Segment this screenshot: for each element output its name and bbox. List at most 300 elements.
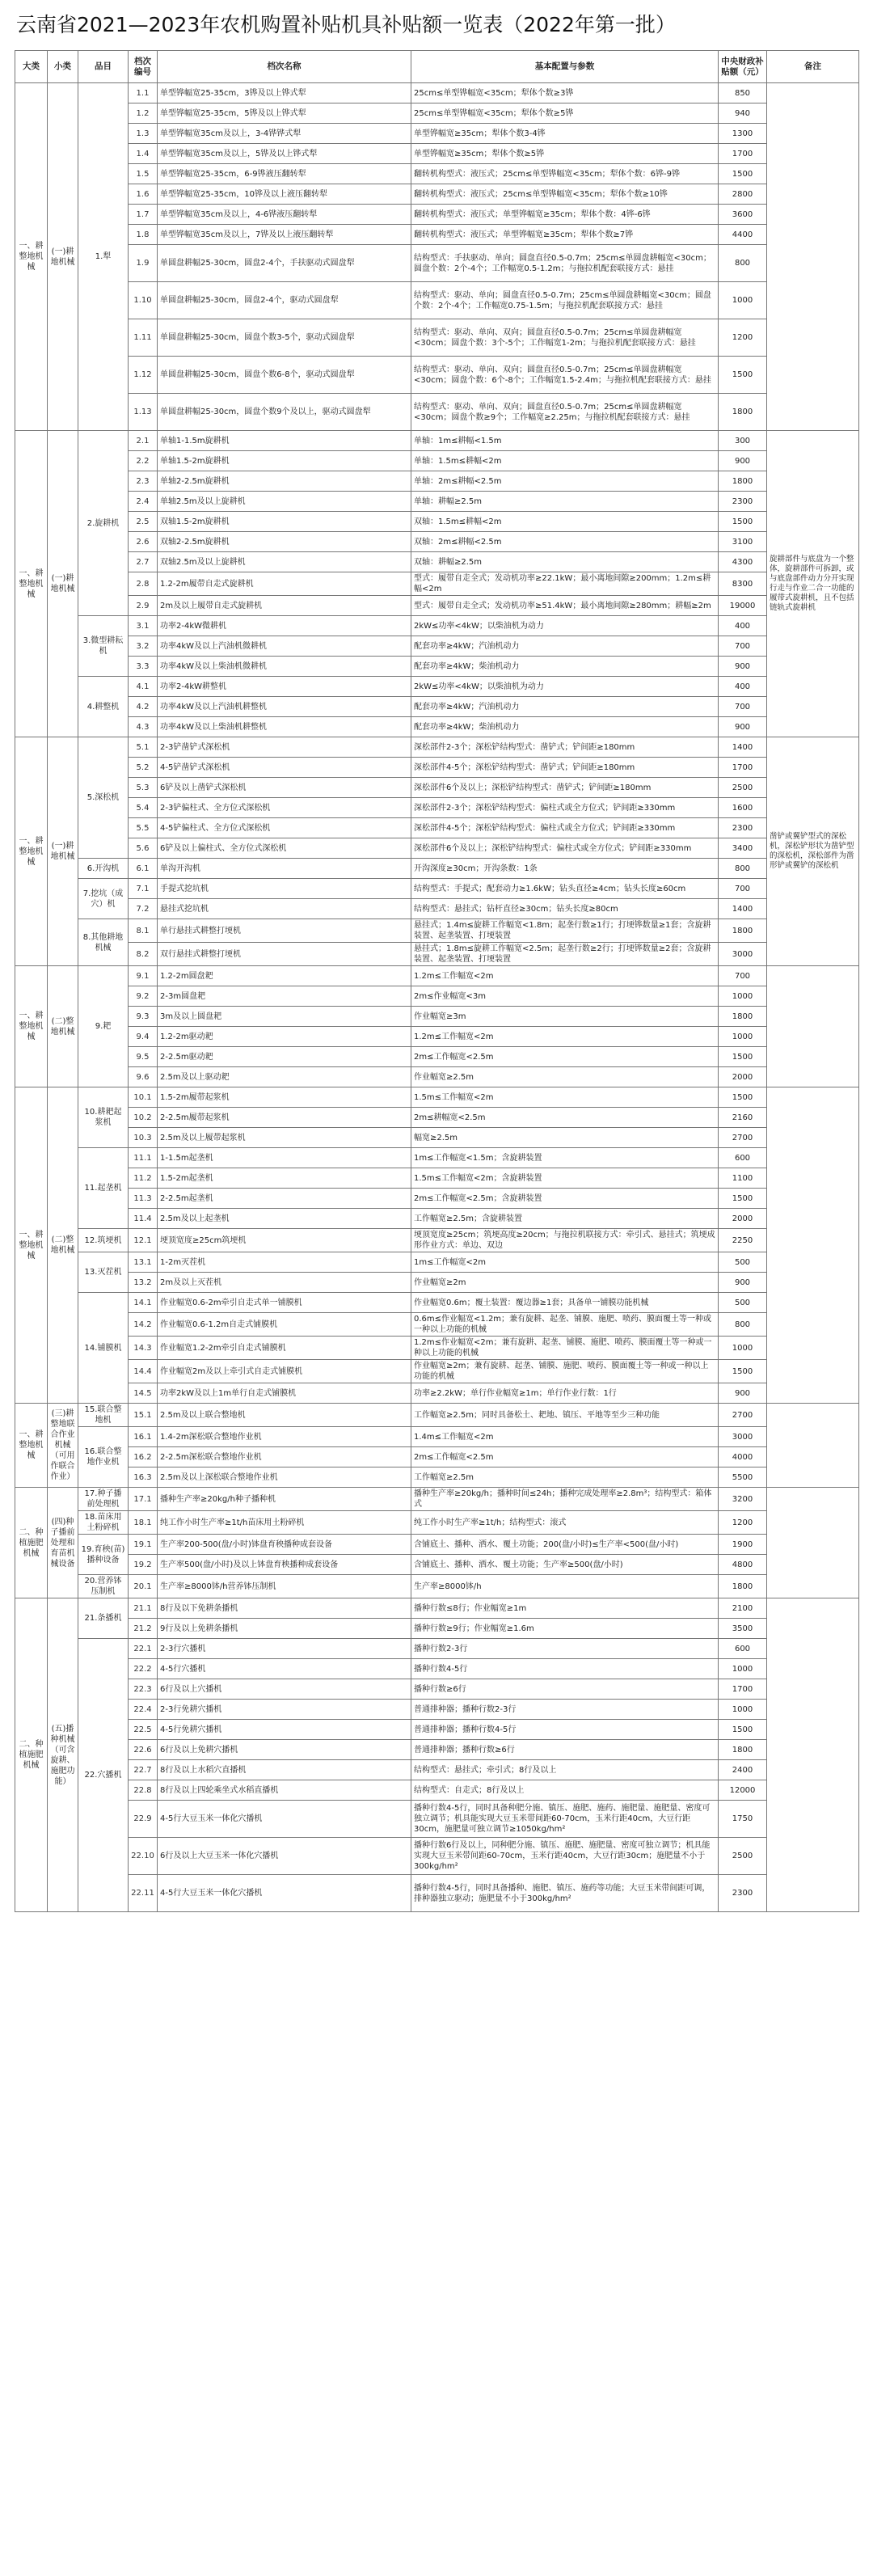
config-cell: 播种行数4-5行，同时具备播种、施肥、镇压、施药等功能；大豆玉米带间距可调，排种器独立驱动；施肥量不小于300kg/hm² [411, 1875, 719, 1912]
config-cell: 型式：履带自走全式；发动机功率≥51.4kW；最小离地间隙≥280mm；耕幅≥2m [411, 596, 719, 616]
major-category-cell: 二、种植施肥机械 [15, 1598, 48, 1912]
tier-name-cell: 双轴2-2.5m旋耕机 [158, 532, 411, 552]
subsidy-cell: 1800 [719, 471, 767, 492]
item-cell: 18.苗床用土粉碎机 [78, 1511, 129, 1535]
config-cell: 1.5m≤工作幅宽<2m [411, 1087, 719, 1108]
config-cell: 含铺底土、播种、洒水、覆土功能；200(盘/小时)≤生产率<500(盘/小时) [411, 1535, 719, 1555]
config-cell: 型式：履带自走全式；发动机功率≥22.1kW；最小离地间隙≥200mm；1.2m≤耕幅<2m [411, 572, 719, 596]
tier-code-cell: 1.1 [129, 83, 158, 103]
config-cell: 25cm≤单型铧幅宽<35cm；犁体个数≥3铧 [411, 83, 719, 103]
tier-name-cell: 2-3行穴播机 [158, 1639, 411, 1659]
tier-name-cell: 2-2.5m驱动耙 [158, 1047, 411, 1067]
major-category-cell: 一、耕整地机械 [15, 83, 48, 431]
tier-name-cell: 单轴2-2.5m旋耕机 [158, 471, 411, 492]
tier-code-cell: 19.1 [129, 1535, 158, 1555]
subsidy-cell: 900 [719, 451, 767, 471]
table-row [15, 83, 859, 103]
subsidy-cell: 3400 [719, 838, 767, 859]
tier-name-cell: 作业幅宽0.6-2m牵引自走式单一铺膜机 [158, 1293, 411, 1313]
subsidy-cell: 3200 [719, 1488, 767, 1511]
remark-cell [767, 83, 859, 431]
remark-cell [767, 1488, 859, 1598]
tier-name-cell: 2.5m及以上联合整地机 [158, 1404, 411, 1427]
table-row [15, 1128, 859, 1148]
subsidy-cell: 1200 [719, 1511, 767, 1535]
tier-name-cell: 8行及以下免耕条播机 [158, 1598, 411, 1619]
subsidy-cell: 1000 [719, 1659, 767, 1679]
tier-name-cell: 功率2-4kW微耕机 [158, 616, 411, 636]
config-cell: 2m≤工作幅宽<2.5m；含旋耕装置 [411, 1189, 719, 1209]
config-cell: 幅宽≥2.5m [411, 1128, 719, 1148]
config-cell: 1.2m≤工作幅宽<2m [411, 966, 719, 986]
table-row [15, 677, 859, 697]
subsidy-cell: 2160 [719, 1108, 767, 1128]
tier-code-cell: 1.9 [129, 245, 158, 282]
subsidy-cell: 1500 [719, 1087, 767, 1108]
tier-code-cell: 1.4 [129, 144, 158, 164]
subsidy-cell: 1750 [719, 1801, 767, 1838]
table-row [15, 1360, 859, 1383]
tier-name-cell: 2-3铲凿铲式深松机 [158, 737, 411, 758]
tier-name-cell: 6行及以上穴播机 [158, 1679, 411, 1700]
header-tier-name: 档次名称 [158, 51, 411, 83]
config-cell: 双轴：1.5m≤耕幅<2m [411, 512, 719, 532]
tier-code-cell: 22.5 [129, 1720, 158, 1740]
tier-code-cell: 16.2 [129, 1447, 158, 1467]
table-row [15, 818, 859, 838]
table-row [15, 492, 859, 512]
table-row [15, 717, 859, 737]
tier-code-cell: 2.7 [129, 552, 158, 572]
table-row [15, 282, 859, 319]
tier-name-cell: 1-2m灭茬机 [158, 1252, 411, 1273]
tier-code-cell: 5.5 [129, 818, 158, 838]
tier-code-cell: 4.1 [129, 677, 158, 697]
tier-code-cell: 8.2 [129, 943, 158, 966]
table-row [15, 899, 859, 919]
config-cell: 结构型式：驱动、单向、双向；圆盘直径0.5-0.7m；25cm≤单圆盘耕幅宽<30cm；圆盘个数≥9个；工作幅宽≥2.25m；与拖拉机配套联接方式：悬挂 [411, 394, 719, 431]
remark-cell [767, 966, 859, 1087]
config-cell: 纯工作小时生产率≥1t/h；结构型式：滚式 [411, 1511, 719, 1535]
tier-name-cell: 1.2-2m驱动耙 [158, 1027, 411, 1047]
minor-category-cell: (三)耕整地联合作业机械（可用作联合作业） [48, 1404, 78, 1488]
tier-code-cell: 22.7 [129, 1760, 158, 1780]
config-cell: 播种行数≤8行；作业幅宽≥1m [411, 1598, 719, 1619]
subsidy-cell: 2500 [719, 1838, 767, 1875]
tier-name-cell: 1.2-2m圆盘耙 [158, 966, 411, 986]
tier-name-cell: 单型铧幅宽25-35cm，3铧及以上铧式犁 [158, 83, 411, 103]
subsidy-cell: 2700 [719, 1404, 767, 1427]
tier-name-cell: 手提式挖坑机 [158, 879, 411, 899]
table-row [15, 1598, 859, 1619]
table-row [15, 357, 859, 394]
table-row [15, 697, 859, 717]
config-cell: 含铺底土、播种、洒水、覆土功能；生产率≥500(盘/小时) [411, 1555, 719, 1575]
tier-name-cell: 作业幅宽1.2-2m牵引自走式铺膜机 [158, 1337, 411, 1360]
table-row [15, 1838, 859, 1875]
tier-name-cell: 4-5行大豆玉米一体化穴播机 [158, 1801, 411, 1838]
tier-code-cell: 2.1 [129, 431, 158, 451]
tier-name-cell: 功率4kW及以上汽油机耕整机 [158, 697, 411, 717]
tier-name-cell: 单圆盘耕幅25-30cm，圆盘2-4个，手扶驱动式圆盘犁 [158, 245, 411, 282]
table-row [15, 596, 859, 616]
tier-code-cell: 13.1 [129, 1252, 158, 1273]
minor-category-cell: (二)整地机械 [48, 966, 78, 1087]
table-row [15, 1488, 859, 1511]
subsidy-cell: 1000 [719, 282, 767, 319]
tier-code-cell: 12.1 [129, 1229, 158, 1252]
config-cell: 单轴：1m≤耕幅<1.5m [411, 431, 719, 451]
table-row [15, 1427, 859, 1447]
tier-name-cell: 2.5m及以上驱动耙 [158, 1067, 411, 1087]
table-row [15, 1535, 859, 1555]
tier-code-cell: 10.1 [129, 1087, 158, 1108]
tier-code-cell: 22.4 [129, 1700, 158, 1720]
table-row [15, 1209, 859, 1229]
config-cell: 普通排种器；播种行数4-5行 [411, 1720, 719, 1740]
item-cell: 17.种子播前处理机 [78, 1488, 129, 1511]
tier-name-cell: 1.4-2m深松联合整地作业机 [158, 1427, 411, 1447]
tier-name-cell: 功率2-4kW耕整机 [158, 677, 411, 697]
config-cell: 悬挂式；1.8m≤旋耕工作幅宽<2.5m；起垄行数≥2行；打埂铧数量≥2套；含旋耕装置、起垄装置、打埂装置 [411, 943, 719, 966]
subsidy-cell: 3600 [719, 205, 767, 225]
table-row [15, 512, 859, 532]
tier-name-cell: 单型铧幅宽35cm及以上，5铧及以上铧式犁 [158, 144, 411, 164]
config-cell: 播种行数2-3行 [411, 1639, 719, 1659]
subsidy-cell: 500 [719, 1293, 767, 1313]
major-category-cell: 一、耕整地机械 [15, 431, 48, 737]
table-row [15, 1619, 859, 1639]
config-cell: 播种行数4-5行，同时具备种肥分施、镇压、施肥、施药、施肥量、施肥量、密度可独立调节；机具能实现大豆玉米带间距60-70cm，玉米行距40cm，大豆行距30cm，施肥量可独立调节≥1050kg/hm² [411, 1801, 719, 1838]
tier-name-cell: 单圆盘耕幅25-30cm，圆盘个数3-5个，驱动式圆盘犁 [158, 319, 411, 357]
config-cell: 深松部件6个及以上；深松铲结构型式：偏柱式或全方位式；铲间距≥330mm [411, 838, 719, 859]
config-cell: 结构型式：驱动、单向、双向；圆盘直径0.5-0.7m；25cm≤单圆盘耕幅宽<30cm；圆盘个数：6个-8个；工作幅宽1.5-2.4m；与拖拉机配套联接方式：悬挂 [411, 357, 719, 394]
tier-code-cell: 15.1 [129, 1404, 158, 1427]
table-row [15, 1027, 859, 1047]
tier-name-cell: 单型铧幅宽35cm及以上，4-6铧液压翻转犁 [158, 205, 411, 225]
tier-name-cell: 2.5m及以上起垄机 [158, 1209, 411, 1229]
tier-name-cell: 2-2.5m深松联合整地作业机 [158, 1447, 411, 1467]
major-category-cell: 一、耕整地机械 [15, 966, 48, 1087]
tier-name-cell: 纯工作小时生产率≥1t/h苗床用土粉碎机 [158, 1511, 411, 1535]
tier-code-cell: 1.5 [129, 164, 158, 184]
tier-name-cell: 2-2.5m履带起浆机 [158, 1108, 411, 1128]
tier-code-cell: 5.6 [129, 838, 158, 859]
item-cell: 12.筑埂机 [78, 1229, 129, 1252]
subsidy-cell: 1800 [719, 1740, 767, 1760]
subsidy-cell: 19000 [719, 596, 767, 616]
table-row [15, 1760, 859, 1780]
subsidy-cell: 1500 [719, 357, 767, 394]
tier-code-cell: 8.1 [129, 919, 158, 943]
tier-code-cell: 13.2 [129, 1273, 158, 1293]
tier-code-cell: 11.2 [129, 1168, 158, 1189]
tier-code-cell: 9.1 [129, 966, 158, 986]
item-cell: 10.耕耙起浆机 [78, 1087, 129, 1148]
config-cell: 播种行数6行及以上，同种肥分施、镇压、施肥、施肥量、密度可独立调节；机具能实现大豆玉米带间距60-70cm，玉米行距40cm，大豆行距30cm；施肥量不小于300kg/hm² [411, 1838, 719, 1875]
major-category-cell: 一、耕整地机械 [15, 1404, 48, 1488]
tier-name-cell: 埂顶宽度≥25cm筑埂机 [158, 1229, 411, 1252]
tier-name-cell: 8行及以上四轮乘坐式水稻直播机 [158, 1780, 411, 1801]
table-row [15, 1511, 859, 1535]
config-cell: 单型铧幅宽≥35cm；犁体个数≥5铧 [411, 144, 719, 164]
tier-code-cell: 3.2 [129, 636, 158, 657]
table-row [15, 1740, 859, 1760]
tier-code-cell: 2.3 [129, 471, 158, 492]
tier-name-cell: 4-5铲凿铲式深松机 [158, 758, 411, 778]
tier-name-cell: 1-1.5m起垄机 [158, 1148, 411, 1168]
config-cell: 普通排种器；播种行数2-3行 [411, 1700, 719, 1720]
table-row [15, 1679, 859, 1700]
subsidy-cell: 700 [719, 966, 767, 986]
tier-code-cell: 9.4 [129, 1027, 158, 1047]
subsidy-cell: 2300 [719, 1875, 767, 1912]
tier-code-cell: 4.3 [129, 717, 158, 737]
tier-name-cell: 2-3m圆盘耙 [158, 986, 411, 1007]
tier-name-cell: 8行及以上水稻穴直播机 [158, 1760, 411, 1780]
table-row [15, 636, 859, 657]
tier-name-cell: 单型铧幅宽35cm及以上，7铧及以上液压翻转犁 [158, 225, 411, 245]
item-cell: 1.犁 [78, 83, 129, 431]
header-row [15, 51, 859, 83]
config-cell: 1m≤工作幅宽<2m [411, 1252, 719, 1273]
subsidy-cell: 5500 [719, 1467, 767, 1488]
config-cell: 单轴：1.5m≤耕幅<2m [411, 451, 719, 471]
tier-code-cell: 22.9 [129, 1801, 158, 1838]
tier-code-cell: 20.1 [129, 1575, 158, 1598]
tier-name-cell: 1.5-2m履带起浆机 [158, 1087, 411, 1108]
item-cell: 4.耕整机 [78, 677, 129, 737]
table-row [15, 1189, 859, 1209]
config-cell: 作业幅宽≥2m；兼有旋耕、起垄、铺膜、施肥、喷药、膜面覆土等一种或一种以上功能的机械 [411, 1360, 719, 1383]
subsidy-cell: 2000 [719, 1209, 767, 1229]
config-cell: 结构型式：悬挂式；牵引式；8行及以上 [411, 1760, 719, 1780]
config-cell: 埂顶宽度≥25cm；筑埂高度≥20cm；与拖拉机联接方式：牵引式、悬挂式；筑埂成形作业方式：单边、双边 [411, 1229, 719, 1252]
subsidy-cell: 2100 [719, 1598, 767, 1619]
tier-code-cell: 16.3 [129, 1467, 158, 1488]
config-cell: 结构型式：自走式；8行及以上 [411, 1780, 719, 1801]
header-subsidy: 中央财政补贴额（元） [719, 51, 767, 83]
header-code: 档次编号 [129, 51, 158, 83]
subsidy-cell: 1800 [719, 394, 767, 431]
tier-name-cell: 6铲及以上偏柱式、全方位式深松机 [158, 838, 411, 859]
table-row [15, 1148, 859, 1168]
table-row [15, 1720, 859, 1740]
config-cell: 翻转机构型式：液压式；25cm≤单型铧幅宽<35cm；犁体个数≥10铧 [411, 184, 719, 205]
subsidy-cell: 2250 [719, 1229, 767, 1252]
table-row [15, 986, 859, 1007]
config-cell: 播种行数≥6行 [411, 1679, 719, 1700]
page-title: 云南省2021—2023年农机购置补贴机具补贴额一览表（2022年第一批） [16, 13, 676, 36]
major-category-cell: 一、耕整地机械 [15, 737, 48, 966]
table-row [15, 1383, 859, 1404]
item-cell: 21.条播机 [78, 1598, 129, 1639]
tier-name-cell: 单圆盘耕幅25-30cm，圆盘个数9个及以上，驱动式圆盘犁 [158, 394, 411, 431]
tier-code-cell: 2.4 [129, 492, 158, 512]
subsidy-cell: 2400 [719, 1760, 767, 1780]
table-row [15, 1313, 859, 1337]
config-cell: 2m≤工作幅宽<2.5m [411, 1447, 719, 1467]
table-row [15, 798, 859, 818]
config-cell: 作业幅宽≥3m [411, 1007, 719, 1027]
table-row [15, 1555, 859, 1575]
item-cell: 22.穴播机 [78, 1639, 129, 1912]
config-cell: 2m≤作业幅宽<3m [411, 986, 719, 1007]
table-row [15, 124, 859, 144]
table-row [15, 532, 859, 552]
subsidy-cell: 4400 [719, 225, 767, 245]
subsidy-cell: 600 [719, 1639, 767, 1659]
header-major: 大类 [15, 51, 48, 83]
item-cell: 9.耙 [78, 966, 129, 1087]
tier-name-cell: 功率2kW及以上1m单行自走式铺膜机 [158, 1383, 411, 1404]
table-row [15, 164, 859, 184]
subsidy-cell: 700 [719, 636, 767, 657]
tier-name-cell: 双轴1.5-2m旋耕机 [158, 512, 411, 532]
config-cell: 悬挂式；1.4m≤旋耕工作幅宽<1.8m；起垄行数≥1行；打埂铧数量≥1套；含旋耕装置、起垄装置、打埂装置 [411, 919, 719, 943]
tier-code-cell: 1.2 [129, 103, 158, 124]
major-category-cell: 一、耕整地机械 [15, 1087, 48, 1404]
subsidy-cell: 1500 [719, 1189, 767, 1209]
config-cell: 1.4m≤工作幅宽<2m [411, 1427, 719, 1447]
subsidy-cell: 500 [719, 1252, 767, 1273]
config-cell: 2kW≤功率<4kW；以柴油机为动力 [411, 677, 719, 697]
tier-code-cell: 1.6 [129, 184, 158, 205]
subsidy-cell: 1800 [719, 1007, 767, 1027]
subsidy-cell: 3100 [719, 532, 767, 552]
tier-code-cell: 17.1 [129, 1488, 158, 1511]
config-cell: 0.6m≤作业幅宽<1.2m；兼有旋耕、起垄、铺膜、施肥、喷药、膜面覆土等一种或一种以上功能的机械 [411, 1313, 719, 1337]
tier-name-cell: 6行及以上大豆玉米一体化穴播机 [158, 1838, 411, 1875]
tier-name-cell: 4-5行穴播机 [158, 1659, 411, 1679]
subsidy-cell: 1500 [719, 1720, 767, 1740]
table-body [15, 83, 859, 1912]
item-cell: 11.起垄机 [78, 1148, 129, 1229]
table-row [15, 225, 859, 245]
tier-code-cell: 14.3 [129, 1337, 158, 1360]
subsidy-cell: 850 [719, 83, 767, 103]
tier-code-cell: 22.10 [129, 1838, 158, 1875]
subsidy-cell: 1500 [719, 164, 767, 184]
tier-name-cell: 2-3铲偏柱式、全方位式深松机 [158, 798, 411, 818]
tier-name-cell: 单型铧幅宽25-35cm，5铧及以上铧式犁 [158, 103, 411, 124]
table-row [15, 394, 859, 431]
table-row [15, 184, 859, 205]
header-remark: 备注 [767, 51, 859, 83]
config-cell: 双轴：2m≤耕幅<2.5m [411, 532, 719, 552]
subsidy-cell: 600 [719, 1148, 767, 1168]
tier-name-cell: 4-5铲偏柱式、全方位式深松机 [158, 818, 411, 838]
subsidy-cell: 1700 [719, 1679, 767, 1700]
subsidy-cell: 940 [719, 103, 767, 124]
table-row [15, 1875, 859, 1912]
tier-code-cell: 22.8 [129, 1780, 158, 1801]
config-cell: 单轴：2m≤耕幅<2.5m [411, 471, 719, 492]
tier-name-cell: 4-5行免耕穴播机 [158, 1720, 411, 1740]
tier-code-cell: 2.2 [129, 451, 158, 471]
config-cell: 2m≤耕幅宽<2.5m [411, 1108, 719, 1128]
tier-name-cell: 功率4kW及以上汽油机微耕机 [158, 636, 411, 657]
tier-name-cell: 双行悬挂式耕整打埂机 [158, 943, 411, 966]
minor-category-cell: (二)整地机械 [48, 1087, 78, 1404]
tier-code-cell: 1.3 [129, 124, 158, 144]
subsidy-cell: 3000 [719, 943, 767, 966]
subsidy-cell: 1300 [719, 124, 767, 144]
config-cell: 作业幅宽0.6m；覆土装置：覆边器≥1套；具备单一铺膜功能机械 [411, 1293, 719, 1313]
tier-name-cell: 单轴1.5-2m旋耕机 [158, 451, 411, 471]
table-row [15, 778, 859, 798]
minor-category-cell: (五)播种机械（可含旋耕、施肥功能） [48, 1598, 78, 1912]
tier-code-cell: 5.2 [129, 758, 158, 778]
tier-name-cell: 2m及以上灭茬机 [158, 1273, 411, 1293]
table-row [15, 758, 859, 778]
table-row [15, 1252, 859, 1273]
config-cell: 配套功率≥4kW；柴油机动力 [411, 657, 719, 677]
tier-name-cell: 4-5行大豆玉米一体化穴播机 [158, 1875, 411, 1912]
table-row [15, 1659, 859, 1679]
table-row [15, 1229, 859, 1252]
tier-code-cell: 5.4 [129, 798, 158, 818]
subsidy-cell: 1000 [719, 1027, 767, 1047]
table-row [15, 859, 859, 879]
tier-name-cell: 6铲及以上凿铲式深松机 [158, 778, 411, 798]
tier-name-cell: 作业幅宽0.6-1.2m自走式铺膜机 [158, 1313, 411, 1337]
table-row [15, 1168, 859, 1189]
subsidy-cell: 1200 [719, 319, 767, 357]
table-row [15, 103, 859, 124]
subsidy-cell: 900 [719, 717, 767, 737]
tier-code-cell: 11.3 [129, 1189, 158, 1209]
tier-name-cell: 2-2.5m起垄机 [158, 1189, 411, 1209]
config-cell: 25cm≤单型铧幅宽<35cm；犁体个数≥5铧 [411, 103, 719, 124]
major-category-cell: 二、种植施肥机械 [15, 1488, 48, 1598]
config-cell: 1.5m≤工作幅宽<2m；含旋耕装置 [411, 1168, 719, 1189]
config-cell: 深松部件4-5个；深松铲结构型式：凿铲式；铲间距≥180mm [411, 758, 719, 778]
tier-name-cell: 单型铧幅宽25-35cm，6-9铧液压翻转犁 [158, 164, 411, 184]
config-cell: 深松部件2-3个；深松铲结构型式：凿铲式；铲间距≥180mm [411, 737, 719, 758]
tier-name-cell: 1.5-2m起垄机 [158, 1168, 411, 1189]
table-row [15, 1067, 859, 1087]
table-row [15, 552, 859, 572]
subsidy-cell: 900 [719, 657, 767, 677]
tier-name-cell: 功率4kW及以上柴油机耕整机 [158, 717, 411, 737]
item-cell: 15.联合整地机 [78, 1404, 129, 1427]
subsidy-cell: 1800 [719, 1575, 767, 1598]
config-cell: 工作幅宽≥2.5m [411, 1467, 719, 1488]
tier-code-cell: 7.1 [129, 879, 158, 899]
config-cell: 翻转机构型式：液压式；单型铧幅宽≥35cm；犁体个数≥7铧 [411, 225, 719, 245]
table-row [15, 657, 859, 677]
item-cell: 16.联合整地作业机 [78, 1427, 129, 1488]
tier-name-cell: 单型铧幅宽35cm及以上，3-4铧铧式犁 [158, 124, 411, 144]
subsidy-cell: 800 [719, 245, 767, 282]
tier-code-cell: 1.10 [129, 282, 158, 319]
subsidy-cell: 2500 [719, 778, 767, 798]
tier-name-cell: 生产率200-500(盘/小时)钵盘育秧播种成套设备 [158, 1535, 411, 1555]
subsidy-cell: 1500 [719, 512, 767, 532]
subsidy-cell: 1800 [719, 919, 767, 943]
table-row [15, 431, 859, 451]
config-cell: 1.2m≤工作幅宽<2m [411, 1027, 719, 1047]
config-cell: 播种生产率≥20kg/h；播种时间≤24h；播种完成处理率≥2.8m³；结构型式：箱体式 [411, 1488, 719, 1511]
tier-code-cell: 1.8 [129, 225, 158, 245]
tier-code-cell: 1.11 [129, 319, 158, 357]
config-cell: 2kW≤功率<4kW；以柴油机为动力 [411, 616, 719, 636]
tier-name-cell: 2m及以上履带自走式旋耕机 [158, 596, 411, 616]
table-row [15, 572, 859, 596]
tier-code-cell: 2.8 [129, 572, 158, 596]
table-row [15, 1801, 859, 1838]
